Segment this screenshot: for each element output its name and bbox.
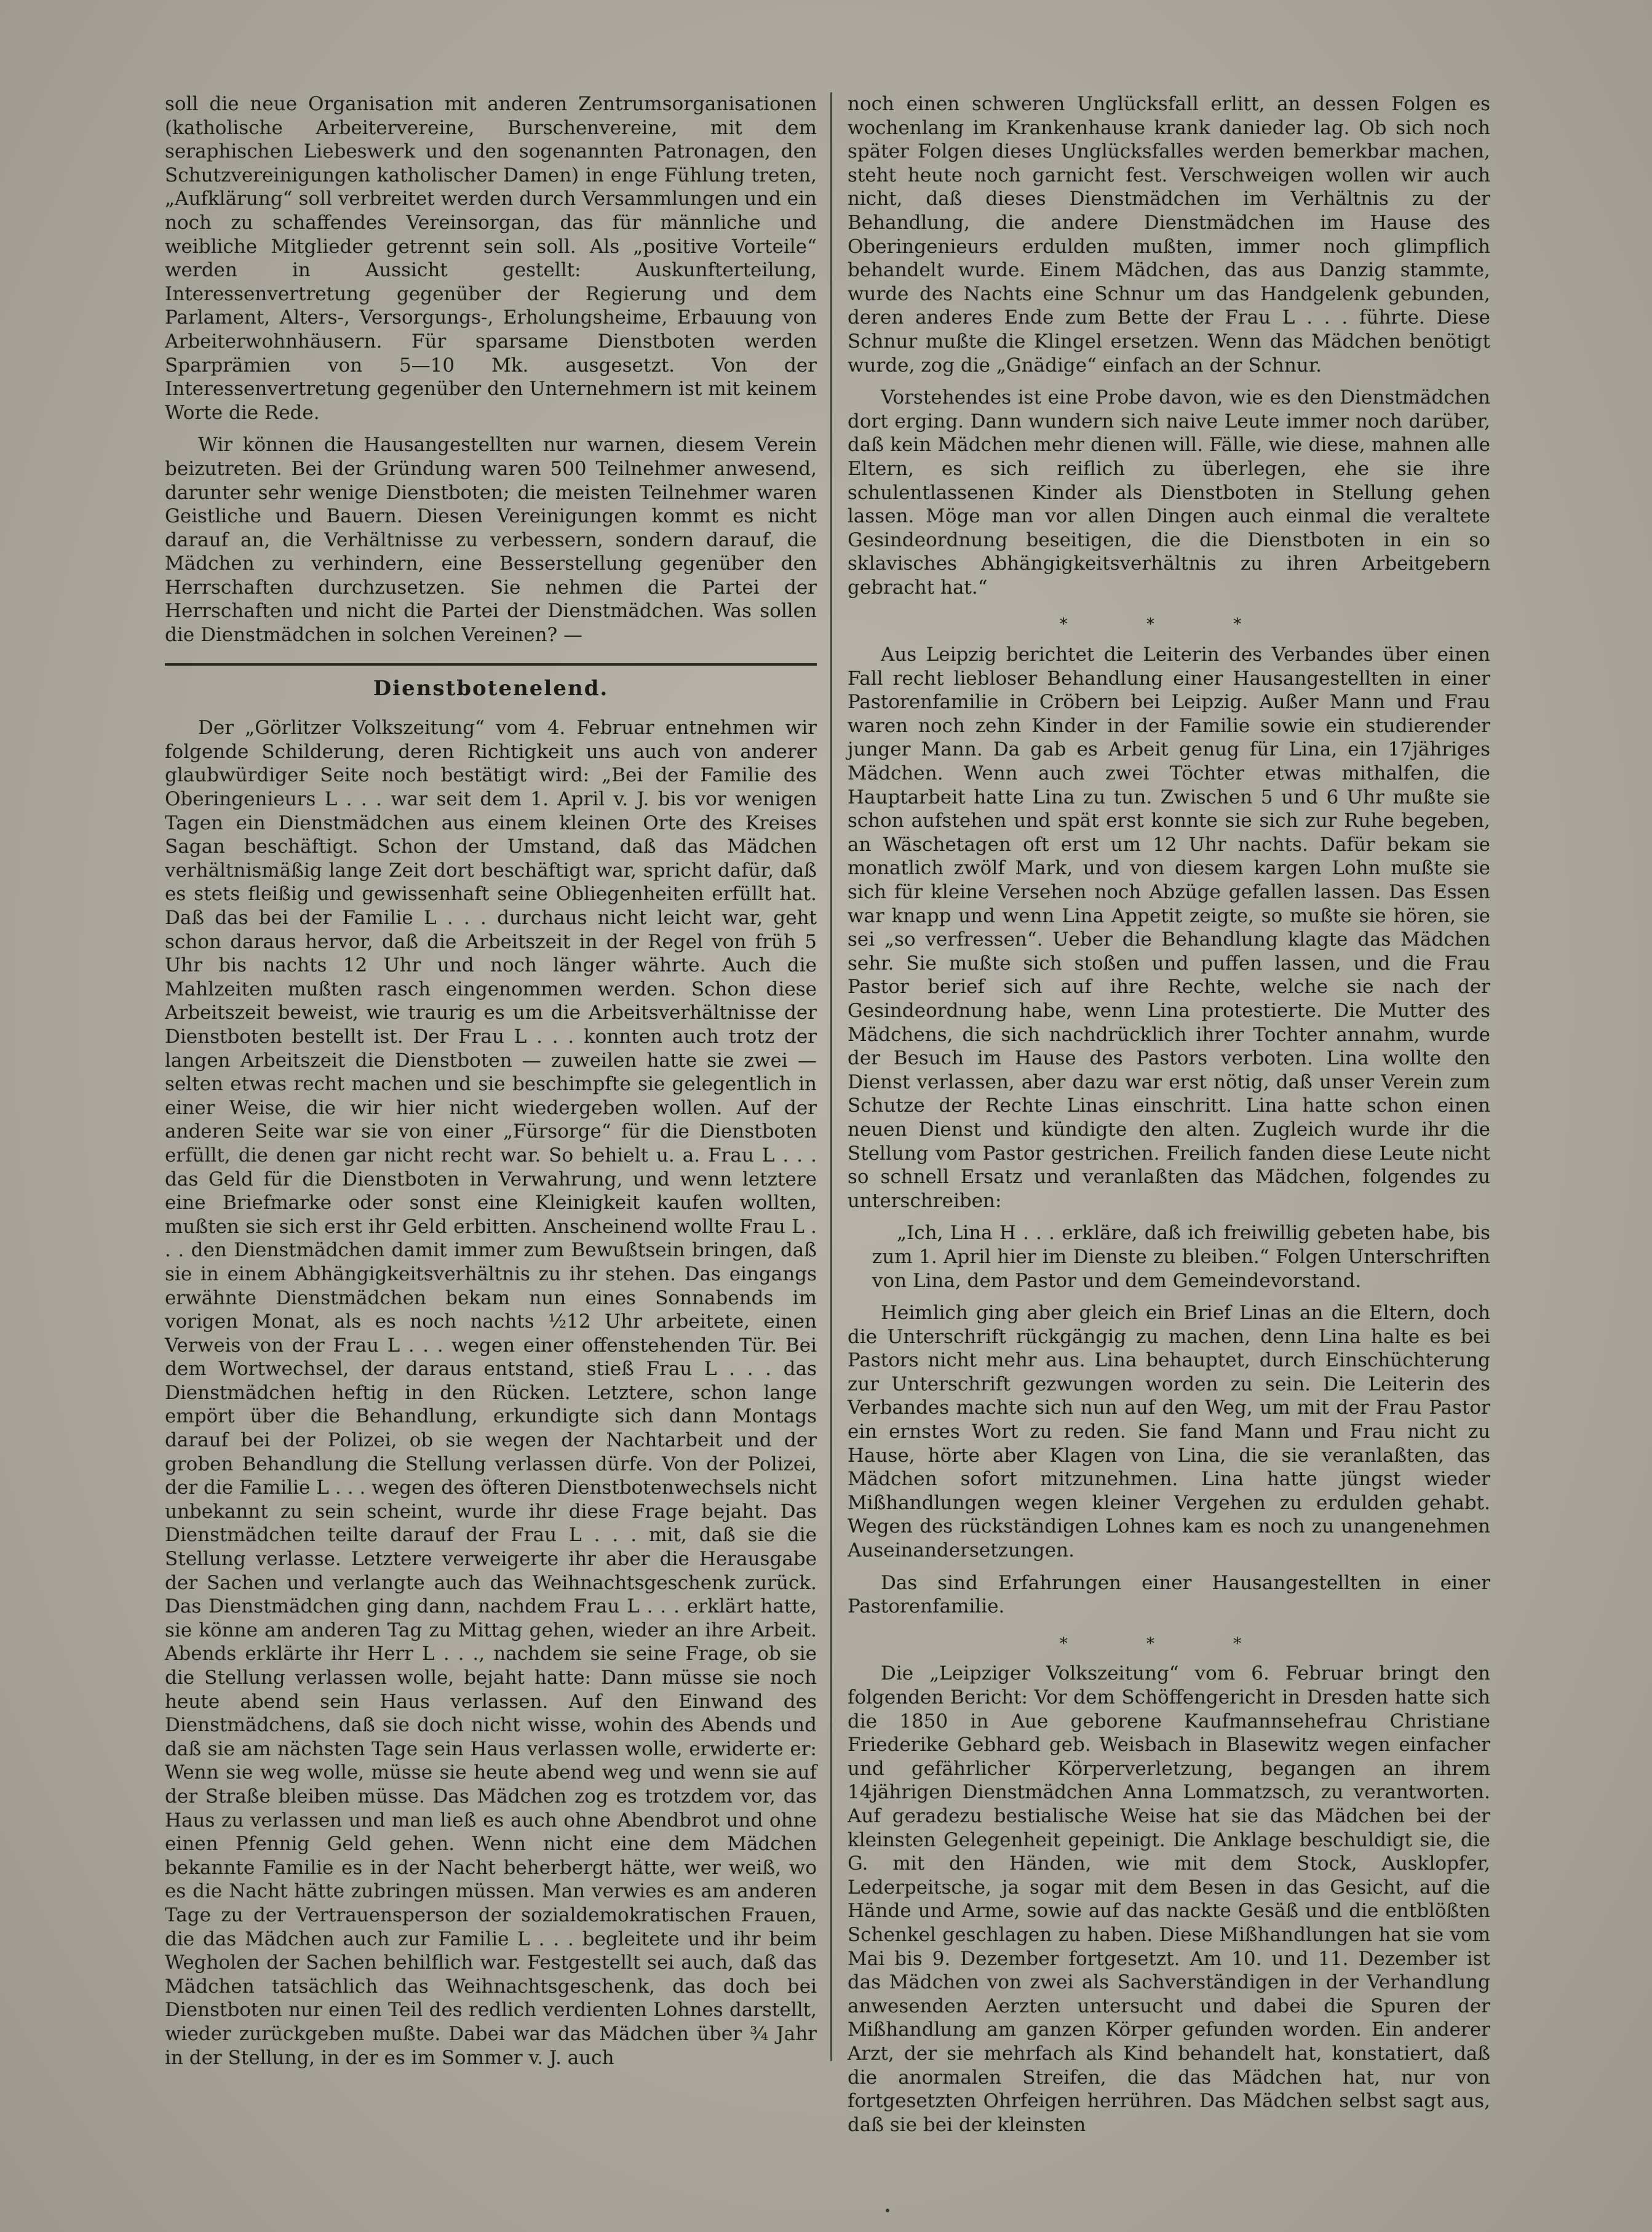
- paragraph: Die „Leipziger Volkszeitung“ vom 6. Februar bringt den folgenden Bericht: Vor dem Schöffengericht in Dresden hatte sich die 1850 in Aue geborene Kaufmannsehefrau Christiane Friederike Gebhard geb. Weisbach in Blasewitz wegen einfacher und gefährlicher Körperverletzung, begangen an ihrem 14jährigen Dienstmädchen Anna Lommatzsch, zu verantworten. Auf geradezu bestialische Weise hat sie das Mädchen bei der kleinsten Gelegenheit gepeinigt. Die Anklage beschuldigt sie, die G. mit den Händen, wie mit dem Stock, Ausklopfer, Lederpeitsche, ja sogar mit dem Besen in das Gesicht, auf die Hände und Arme, sowie auf das nackte Gesäß und die entblößten Schenkel geschlagen zu haben. Diese Mißhandlungen hat sie vom Mai bis 9. Dezember fortgesetzt. Am 10. und 11. Dezember ist das Mädchen von zwei als Sachverständigen in der Verhandlung anwesenden Aerzten untersucht und dabei die Spuren der Mißhandlung am ganzen Körper gefunden worden. Ein anderer Arzt, der sie mehrfach als Kind behandelt hat, konstatiert, daß die anormalen Streifen, die das Mädchen hat, nur von fortgesetzten Ohrfeigen herrühren. Das Mädchen selbst sagt aus, daß sie bei der kleinsten: [848, 1662, 1490, 2136]
- column-divider: [830, 92, 832, 2061]
- left-column: [165, 92, 817, 2078]
- right-column: [848, 92, 1490, 2145]
- paragraph: noch einen schweren Unglücksfall erlitt, an dessen Folgen es wochenlang im Krankenhause krank danieder lag. Ob sich noch später Folgen dieses Unglücksfalles werden bemerkbar machen, steht heute noch garnicht fest. Verschweigen wollen wir auch nicht, daß dieses Dienstmädchen im Verhältnis zu der Behandlung, die andere Dienstmädchen im Hause des Oberingenieurs erdulden mußten, immer noch glimpflich behandelt wurde. Einem Mädchen, das aus Danzig stammte, wurde des Nachts eine Schnur um das Handgelenk gebunden, deren anderes Ende zum Bette der Frau L . . . führte. Diese Schnur mußte die Klingel ersetzen. Wenn das Mädchen benötigt wurde, zog die „Gnädige“ einfach an der Schnur.: [848, 93, 1490, 377]
- paragraph: Aus Leipzig berichtet die Leiterin des Verbandes über einen Fall recht liebloser Behandlung einer Hausangestellten in einer Pastorenfamilie in Cröbern bei Leipzig. Außer Mann und Frau waren noch zehn Kinder in der Familie sowie ein studierender junger Mann. Da gab es Arbeit genug für Lina, ein 17jähriges Mädchen. Wenn auch zwei Töchter etwas mithalfen, die Hauptarbeit hatte Lina zu tun. Zwischen 5 und 6 Uhr mußte sie schon aufstehen und spät erst konnte sie sich zur Ruhe begeben, an Wäschetagen oft erst um 12 Uhr nachts. Dafür bekam sie monatlich zwölf Mark, und von diesem kargen Lohn mußte sie sich für kleine Versehen noch Abzüge gefallen lassen. Das Essen war knapp und wenn Lina Appetit zeigte, so mußte sie hören, sie sei „so verfressen“. Ueber die Behandlung klagte das Mädchen sehr. Sie mußte sich stoßen und puffen lassen, und die Frau Pastor berief sich auf ihre Rechte, welche sie nach der Gesindeordnung habe, wenn Lina protestierte. Die Mutter des Mädchens, die sich nachdrücklich ihrer Tochter annahm, wurde der Besuch im Hause des Pastors verboten. Lina wollte den Dienst verlassen, aber dazu war erst nötig, daß unser Verein zum Schutze der Rechte Linas einschritt. Lina hatte schon einen neuen Dienst und kündigte den alten. Zugleich wurde ihr die Stellung vom Pastor gestrichen. Freilich fanden diese Leute nicht so schnell Ersatz und veranlaßten das Mädchen, folgendes zu unterschreiben:: [848, 644, 1490, 1212]
- section-stars: * * *: [1059, 615, 1279, 634]
- paragraph: Vorstehendes ist eine Probe davon, wie es den Dienstmädchen dort erging. Dann wundern sich naive Leute immer noch darüber, daß kein Mädchen mehr dienen will. Fälle, wie diese, mahnen alle Eltern, es sich reiflich zu überlegen, ehe sie ihre schulentlassenen Kinder als Dienstboten in Stellung gehen lassen. Möge man vor allen Dingen auch einmal die veraltete Gesindeordnung beseitigen, die die Dienstboten in ein so sklavisches Abhängigkeitsverhältnis zu ihren Arbeitgebern gebracht hat.“: [848, 386, 1490, 599]
- paragraph: Wir können die Hausangestellten nur warnen, diesem Verein beizutreten. Bei der Gründung waren 500 Teilnehmer anwesend, darunter sehr wenige Dienstboten; die meisten Teilnehmer waren Geistliche und Bauern. Diesen Vereinigungen kommt es nicht darauf an, die Verhältnisse zu verbessern, sondern darauf, die Mädchen zu verhindern, eine Besserstellung gegenüber den Herrschaften durchzusetzen. Sie nehmen die Partei der Herrschaften und nicht die Partei der Dienstmädchen. Was sollen die Dienstmädchen in solchen Vereinen? —: [165, 434, 817, 647]
- article-heading: Dienstbotenelend.: [373, 676, 609, 701]
- quoted-declaration: „Ich, Lina H . . . erkläre, daß ich freiwillig gebeten habe, bis zum 1. April hier im Dienste zu bleiben.“ Folgen Unterschriften von Lina, dem Pastor und dem Gemeindevorstand.: [872, 1222, 1490, 1292]
- section-divider: [165, 663, 817, 666]
- section-stars: * * *: [1059, 1634, 1279, 1653]
- print-speck: [886, 2209, 889, 2212]
- paragraph: Heimlich ging aber gleich ein Brief Linas an die Eltern, doch die Unterschrift rückgängig zu machen, denn Lina halte es bei Pastors nicht mehr aus. Lina behauptet, durch Einschüchterung zur Unterschrift gezwungen worden zu sein. Die Leiterin des Verbandes machte sich nun auf den Weg, um mit der Frau Pastor ein ernstes Wort zu reden. Sie fand Mann und Frau nicht zu Hause, hörte aber Klagen von Lina, die sie veranlaßten, das Mädchen sofort mitzunehmen. Lina hatte jüngst wieder Mißhandlungen wegen kleiner Vergehen zu erdulden gehabt. Wegen des rückständigen Lohnes kam es noch zu unangenehmen Auseinandersetzungen.: [848, 1302, 1490, 1562]
- paragraph: soll die neue Organisation mit anderen Zentrumsorganisationen (katholische Arbeitervereine, Burschenvereine, mit dem seraphischen Liebeswerk und den sogenannten Patronagen, den Schutzvereinigungen katholischer Damen) in enge Fühlung treten, „Aufklärung“ soll verbreitet werden durch Versammlungen und ein noch zu schaffendes Vereinsorgan, das für männliche und weibliche Mitglieder getrennt sein soll. Als „positive Vorteile“ werden in Aussicht gestellt: Auskunfterteilung, Interessenvertretung gegenüber der Regierung und dem Parlament, Alters-, Versorgungs-, Erholungsheime, Erbauung von Arbeiterwohnhäusern. Für sparsame Dienstboten werden Sparprämien von 5—10 Mk. ausgesetzt. Von der Interessenvertretung gegenüber den Unternehmern ist mit keinem Worte die Rede.: [165, 93, 817, 424]
- paragraph: Das sind Erfahrungen einer Hausangestellten in einer Pastorenfamilie.: [848, 1571, 1490, 1618]
- paragraph: Der „Görlitzer Volkszeitung“ vom 4. Februar entnehmen wir folgende Schilderung, deren Richtigkeit uns auch von anderer glaubwürdiger Seite noch bestätigt wird: „Bei der Familie des Oberingenieurs L . . . war seit dem 1. April v. J. bis vor wenigen Tagen ein Dienstmädchen aus einem kleinen Orte des Kreises Sagan beschäftigt. Schon der Umstand, daß das Mädchen verhältnismäßig lange Zeit dort beschäftigt war, spricht dafür, daß es stets fleißig und gewissenhaft seine Obliegenheiten erfüllt hat. Daß das bei der Familie L . . . durchaus nicht leicht war, geht schon daraus hervor, daß die Arbeitszeit in der Regel von früh 5 Uhr bis nachts 12 Uhr und noch länger währte. Auch die Mahlzeiten mußten rasch eingenommen werden. Schon diese Arbeitszeit beweist, wie traurig es um die Arbeitsverhältnisse der Dienstboten bestellt ist. Der Frau L . . . konnten auch trotz der langen Arbeitszeit die Dienstboten — zuweilen hatte sie zwei — selten etwas recht machen und sie beschimpfte sie gelegentlich in einer Weise, die wir hier nicht wiedergeben wollen. Auf der anderen Seite war sie von einer „Fürsorge“ für die Dienstboten erfüllt, die denen gar nicht recht war. So behielt u. a. Frau L . . . das Geld für die Dienstboten in Verwahrung, und wenn letztere eine Briefmarke oder sonst eine Kleinigkeit kaufen wollten, mußten sie sich erst ihr Geld erbitten. Anscheinend wollte Frau L . . . den Dienstmädchen damit immer zum Bewußtsein bringen, daß sie in einem Abhängigkeitsverhältnis zu ihr stehen. Das eingangs erwähnte Dienstmädchen bekam nun eines Sonnabends im vorigen Monat, als es noch nachts ½12 Uhr arbeitete, einen Verweis von der Frau L . . . wegen einer offenstehenden Tür. Bei dem Wortwechsel, der daraus entstand, stieß Frau L . . . das Dienstmädchen heftig in den Rücken. Letztere, schon lange empört über die Behandlung, erkundigte sich dann Montags darauf bei der Polizei, ob sie wegen der Nachtarbeit und der groben Behandlung die Stellung verlassen dürfe. Von der Polizei, der die Familie L . . . wegen des öfteren Dienstbotenwechsels nicht unbekannt zu sein scheint, wurde ihr diese Frage bejaht. Das Dienstmädchen teilte darauf der Frau L . . . mit, daß sie die Stellung verlasse. Letztere verweigerte ihr aber die Herausgabe der Sachen und verlangte auch das Weihnachtsgeschenk zurück. Das Dienstmädchen ging dann, nachdem Frau L . . . erklärt hatte, sie könne am anderen Tag zu Mittag gehen, wieder an ihre Arbeit. Abends erklärte ihr Herr L . . ., nachdem sie seine Frage, ob sie die Stellung verlassen wolle, bejaht hatte: Dann müsse sie noch heute abend sein Haus verlassen. Auf den Einwand des Dienstmädchens, daß sie doch nicht wisse, wohin des Abends und daß sie am nächsten Tage sein Haus verlassen wolle, erwiderte er: Wenn sie weg wolle, müsse sie heute abend weg und wenn sie auf der Straße bleiben müsse. Das Mädchen zog es trotzdem vor, das Haus zu verlassen und man ließ es auch ohne Abendbrot und ohne einen Pfennig Geld gehen. Wenn nicht eine dem Mädchen bekannte Familie es in der Nacht beherbergt hätte, wer weiß, wo es die Nacht hätte zubringen müssen. Man verwies es am anderen Tage zu der Vertrauensperson der sozialdemokratischen Frauen, die das Mädchen auch zur Familie L . . . begleitete und ihr beim Wegholen der Sachen behilflich war. Festgestellt sei auch, daß das Mädchen tatsächlich das Weihnachtsgeschenk, das doch bei Dienstboten nur einen Teil des redlich verdienten Lohnes darstellt, wieder zurückgeben mußte. Dabei war das Mädchen über ¾ Jahr in der Stellung, in der es im Sommer v. J. auch: [165, 717, 817, 2069]
